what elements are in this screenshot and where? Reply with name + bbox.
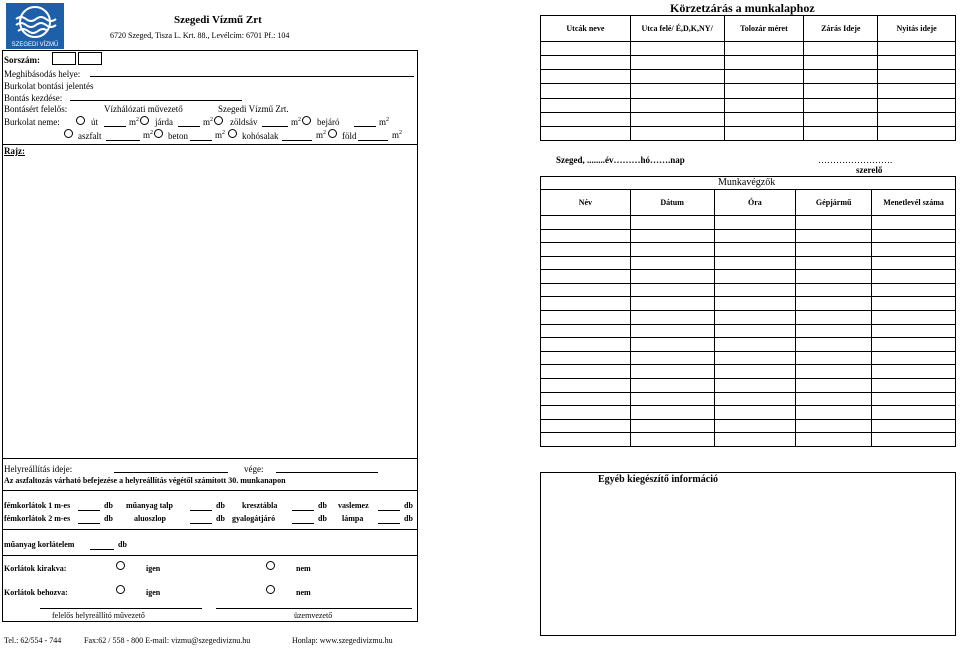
surface-field[interactable] bbox=[190, 140, 212, 141]
column-header: Utcák neve bbox=[541, 16, 631, 42]
aszfaltozas-note: Az aszfaltozás várható befejezése a helyreállítás végétől számított 30. munkanapon bbox=[4, 476, 286, 485]
table-row[interactable] bbox=[541, 351, 956, 365]
surface-unit: $m^2$ bbox=[316, 130, 327, 140]
barrier-unit: db bbox=[404, 501, 413, 510]
barrier-qty-field[interactable] bbox=[190, 523, 212, 524]
surface-label: bejáró bbox=[317, 117, 340, 127]
surface-radio-beton[interactable] bbox=[154, 129, 163, 138]
burkolat-neme-label: Burkolat neme: bbox=[4, 117, 60, 127]
barrier-unit: db bbox=[318, 514, 327, 523]
kirakva-nem-label: nem bbox=[296, 564, 311, 573]
kirakva-igen-label: igen bbox=[146, 564, 161, 573]
surface-field[interactable] bbox=[178, 126, 200, 127]
extra-info-title: Egyéb kiegészítő információ bbox=[598, 474, 718, 485]
szerelo-dots: ……………………. bbox=[818, 155, 893, 165]
meghibasodas-label: Meghibásodás helye: bbox=[4, 69, 81, 79]
bontas-kezdese-label: Bontás kezdése: bbox=[4, 93, 63, 103]
table-row[interactable] bbox=[541, 229, 956, 243]
barrier-unit: db bbox=[216, 514, 225, 523]
column-header: Óra bbox=[714, 190, 796, 216]
surface-unit: $m^2$ bbox=[203, 117, 214, 127]
column-header: Zárás Ideje bbox=[804, 16, 878, 42]
table-row[interactable] bbox=[541, 378, 956, 392]
table-row[interactable] bbox=[541, 338, 956, 352]
surface-field[interactable] bbox=[106, 140, 140, 141]
signature-right-label: üzemvezető bbox=[294, 611, 333, 620]
barrier-unit: db bbox=[104, 514, 113, 523]
footer-web: Honlap: www.szegedivizmu.hu bbox=[292, 636, 393, 645]
surface-radio-fold[interactable] bbox=[328, 129, 337, 138]
behozva-nem-radio[interactable] bbox=[266, 585, 275, 594]
table-row[interactable] bbox=[541, 126, 956, 140]
korzetzaras-title: Körzetzárás a munkalaphoz bbox=[670, 1, 815, 15]
column-header: Menetlevél száma bbox=[872, 190, 956, 216]
barrier-label: kresztábla bbox=[242, 501, 278, 510]
column-header: Név bbox=[541, 190, 631, 216]
surface-label: zöldsáv bbox=[230, 117, 258, 127]
barrier-label: lámpa bbox=[342, 514, 364, 523]
barrier-qty-field[interactable] bbox=[78, 510, 100, 511]
szerelo-label: szerelő bbox=[856, 165, 883, 175]
barrier-label: aluoszlop bbox=[134, 514, 167, 523]
surface-unit: $m^2$ bbox=[392, 130, 403, 140]
barrier-unit: db bbox=[318, 501, 327, 510]
munkavegzok-label: Munkavégzők bbox=[718, 177, 776, 188]
table-row[interactable] bbox=[541, 42, 956, 56]
barrier-qty-field[interactable] bbox=[292, 510, 314, 511]
drawing-bottom-divider bbox=[2, 458, 418, 459]
signature-line-right[interactable] bbox=[216, 608, 412, 609]
barrier-qty-field[interactable] bbox=[378, 523, 400, 524]
table-row[interactable] bbox=[541, 270, 956, 284]
restore-divider bbox=[2, 490, 418, 491]
barriers-divider bbox=[2, 529, 418, 530]
plastic-barrier-label: műanyag korlátelem bbox=[4, 540, 75, 549]
column-header: Nyitás ideje bbox=[878, 16, 956, 42]
extra-info-box[interactable] bbox=[540, 472, 956, 636]
table-row[interactable] bbox=[541, 433, 956, 447]
rajz-top-divider bbox=[2, 144, 418, 145]
surface-label: út bbox=[91, 117, 99, 127]
column-header: Tolozár méret bbox=[724, 16, 804, 42]
barrier-label: fémkorlátok 1 m-es bbox=[4, 501, 71, 510]
vege-label: vége: bbox=[244, 464, 264, 474]
behozva-nem-label: nem bbox=[296, 588, 311, 597]
surface-field[interactable] bbox=[104, 126, 126, 127]
burkolat-bontasi-label: Burkolat bontási jelentés bbox=[4, 81, 94, 91]
bontas-kezdese-field[interactable] bbox=[70, 100, 242, 101]
barrier-unit: db bbox=[404, 514, 413, 523]
surface-radio-zoldsav[interactable] bbox=[214, 116, 223, 125]
kirakva-igen-radio[interactable] bbox=[116, 561, 125, 570]
company-name: Szegedi Vízmű Zrt bbox=[174, 14, 262, 26]
water-waves-icon bbox=[6, 3, 64, 41]
company-address: 6720 Szeged, Tisza L. Krt. 88., Levélcím: 6701 Pf.: 104 bbox=[110, 31, 290, 40]
table-row[interactable] bbox=[541, 324, 956, 338]
kirakva-label: Korlátok kirakva: bbox=[4, 564, 67, 573]
barrier-label: vaslemez bbox=[338, 501, 369, 510]
signature-left-label: felelős helyreállító művezető bbox=[52, 611, 145, 620]
surface-unit: $m^2$ bbox=[215, 130, 226, 140]
rajz-label: Rajz: bbox=[4, 146, 25, 156]
surface-field[interactable] bbox=[354, 126, 376, 127]
helyreallitas-label: Helyreállítás ideje: bbox=[4, 464, 73, 474]
barrier-qty-field[interactable] bbox=[378, 510, 400, 511]
behozva-igen-label: igen bbox=[146, 588, 161, 597]
surface-unit: $m^2$ bbox=[143, 130, 154, 140]
barrier-qty-field[interactable] bbox=[78, 523, 100, 524]
drawing-area[interactable] bbox=[2, 156, 418, 456]
table-row[interactable] bbox=[541, 283, 956, 297]
sorszam-box-2[interactable] bbox=[78, 52, 102, 65]
surface-radio-kohosalak[interactable] bbox=[228, 129, 237, 138]
column-header: Gépjármű bbox=[796, 190, 872, 216]
column-header: Dátum bbox=[630, 190, 714, 216]
vege-field[interactable] bbox=[276, 472, 378, 473]
table-row[interactable] bbox=[541, 311, 956, 325]
table-row[interactable] bbox=[541, 406, 956, 420]
barrier-qty-field[interactable] bbox=[190, 510, 212, 511]
surface-field[interactable] bbox=[282, 140, 312, 141]
plastic-divider bbox=[2, 555, 418, 556]
barrier-unit: db bbox=[216, 501, 225, 510]
bontasert-felelos-label: Bontásért felelős: bbox=[4, 104, 68, 114]
surface-field[interactable] bbox=[358, 140, 388, 141]
szegedi-vizmu-zrt: Szegedi Vízmű Zrt. bbox=[218, 104, 289, 114]
workers-table bbox=[540, 189, 956, 447]
surface-radio-bejaro[interactable] bbox=[302, 116, 311, 125]
footer-fax-email: Fax:62 / 558 - 800 E-mail: vizmu@szegediviznu.hu bbox=[84, 636, 251, 645]
sorszam-box-1[interactable] bbox=[52, 52, 76, 65]
surface-label: föld bbox=[342, 131, 357, 141]
table-row[interactable] bbox=[541, 365, 956, 379]
barrier-label: gyalogátjáró bbox=[232, 514, 276, 523]
table-row[interactable] bbox=[541, 56, 956, 70]
table-row[interactable] bbox=[541, 297, 956, 311]
surface-field[interactable] bbox=[262, 126, 288, 127]
table-row[interactable] bbox=[541, 256, 956, 270]
korzetzaras-table bbox=[540, 15, 956, 141]
behozva-igen-radio[interactable] bbox=[116, 585, 125, 594]
barrier-unit: db bbox=[104, 501, 113, 510]
table-row[interactable] bbox=[541, 98, 956, 112]
table-row[interactable] bbox=[541, 70, 956, 84]
table-row[interactable] bbox=[541, 419, 956, 433]
logo-caption: SZEGEDI VÍZMŰ bbox=[11, 42, 59, 48]
barrier-qty-field[interactable] bbox=[292, 523, 314, 524]
kirakva-nem-radio[interactable] bbox=[266, 561, 275, 570]
table-row[interactable] bbox=[541, 392, 956, 406]
table-row[interactable] bbox=[541, 112, 956, 126]
signature-line-left[interactable] bbox=[40, 608, 202, 609]
surface-label: kohósalak bbox=[242, 131, 279, 141]
surface-radio-ut[interactable] bbox=[76, 116, 85, 125]
table-row[interactable] bbox=[541, 84, 956, 98]
table-row[interactable] bbox=[541, 216, 956, 230]
table-row[interactable] bbox=[541, 243, 956, 257]
surface-radio-jarda[interactable] bbox=[140, 116, 149, 125]
surface-label: beton bbox=[168, 131, 188, 141]
date-line: Szeged, ........év………hó…….nap bbox=[556, 155, 685, 165]
barrier-label: fémkorlátok 2 m-es bbox=[4, 514, 71, 523]
surface-unit: $m^2$ bbox=[129, 117, 140, 127]
meghibasodas-field[interactable] bbox=[90, 76, 414, 77]
surface-unit: $m^2$ bbox=[291, 117, 302, 127]
company-logo bbox=[6, 3, 64, 49]
surface-label: járda bbox=[155, 117, 173, 127]
plastic-barrier-field[interactable] bbox=[90, 549, 114, 550]
surface-radio-aszfalt[interactable] bbox=[64, 129, 73, 138]
plastic-barrier-unit: db bbox=[118, 540, 127, 549]
footer-tel: Tel.: 62/554 - 744 bbox=[4, 636, 62, 645]
sorszam-label: Sorszám: bbox=[4, 55, 40, 65]
column-header: Utca felé/ É,D,K,NY/ bbox=[630, 16, 724, 42]
surface-unit: $m^2$ bbox=[379, 117, 390, 127]
vizhalozati-muvezeto: Vízhálózati művezető bbox=[104, 104, 183, 114]
helyreallitas-field[interactable] bbox=[114, 472, 228, 473]
surface-label: aszfalt bbox=[78, 131, 102, 141]
barrier-label: műanyag talp bbox=[126, 501, 173, 510]
behozva-label: Korlátok behozva: bbox=[4, 588, 68, 597]
